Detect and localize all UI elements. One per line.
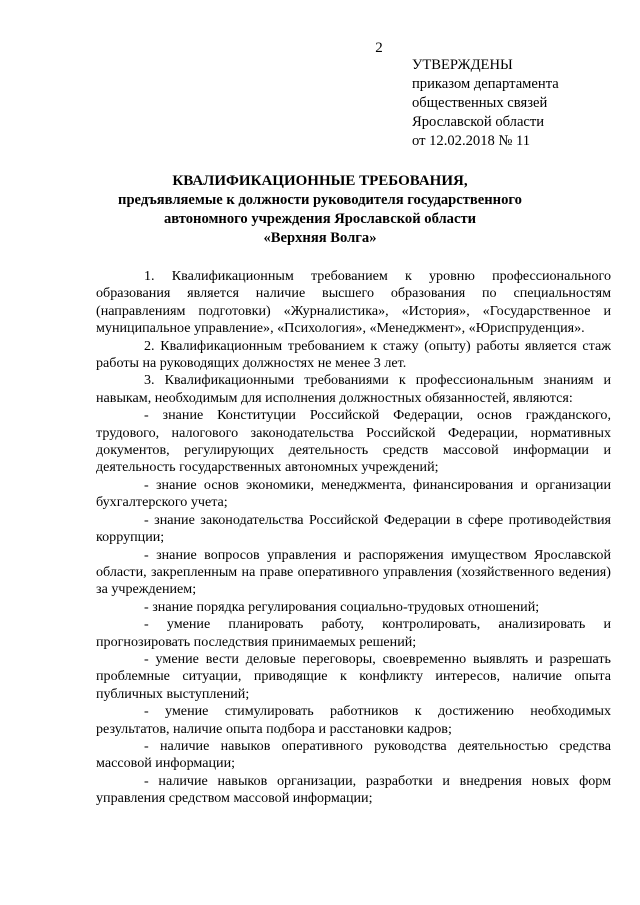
document-body [96,268,611,808]
paragraph: 3. Квалификационными требованиями к профессиональным знаниям и навыкам, необходимым для исполнения должностных обязанностей, являются: [96,372,611,406]
list-item: - знание основ экономики, менеджмента, финансирования и организации бухгалтерского учета; [96,476,611,511]
paragraph: 1. Квалификационным требованием к уровню профессионального образования является наличие высшего образования по специальностям (направлениям подготовки) «Журналистика», «История», «Государственное и муниципальное управление», «Психология», «Менеджмент», «Юриспруденция». [96,268,611,337]
list-item: - наличие навыков организации, разработки и внедрения новых форм управления средством массовой информации; [96,772,611,807]
title-line: предъявляемые к должности руководителя государственного [118,192,522,208]
document-title [97,172,543,248]
list-item: - наличие навыков оперативного руководства деятельностью средства массовой информации; [96,737,611,772]
title-line: «Верхняя Волга» [263,230,377,246]
approval-stamp [412,56,559,151]
approval-line: УТВЕРЖДЕНЫ [412,57,513,73]
page-number: 2 [375,40,383,56]
approval-line: Ярославской области [412,114,545,130]
approval-line: общественных связей [412,95,548,111]
list-item: - знание вопросов управления и распоряжения имуществом Ярославской области, закрепленным на праве оперативного управления (хозяйственного ведения) за учреждением; [96,546,611,598]
list-item: - умение стимулировать работников к достижению необходимых результатов, наличие опыта подбора и расстановки кадров; [96,703,611,737]
title-line: автономного учреждения Ярославской области [163,211,477,227]
paragraph: 2. Квалификационным требованием к стажу (опыту) работы является стаж работы на руководящих должностях не менее 3 лет. [96,337,611,372]
list-item: - знание законодательства Российской Федерации в сфере противодействия коррупции; [96,511,611,546]
approval-line: от 12.02.2018 № 11 [412,133,531,149]
title-main: КВАЛИФИКАЦИОННЫЕ ТРЕБОВАНИЯ, [172,173,468,189]
list-item: - умение вести деловые переговоры, своевременно выявлять и разрешать проблемные ситуации, приводящие к конфликту интересов, наличие опыта публичных выступлений; [96,650,611,702]
list-item: - знание порядка регулирования социально-трудовых отношений; [144,598,540,615]
approval-line: приказом департамента [412,76,559,92]
list-item: - умение планировать работу, контролировать, анализировать и прогнозировать последствия принимаемых решений; [96,616,611,650]
list-item: - знание Конституции Российской Федерации, основ гражданского, трудового, налогового законодательства Российской Федерации, нормативных документов, регулирующих деятельность средств массовой информации и деятельность государственных автономных учреждений; [96,407,611,476]
